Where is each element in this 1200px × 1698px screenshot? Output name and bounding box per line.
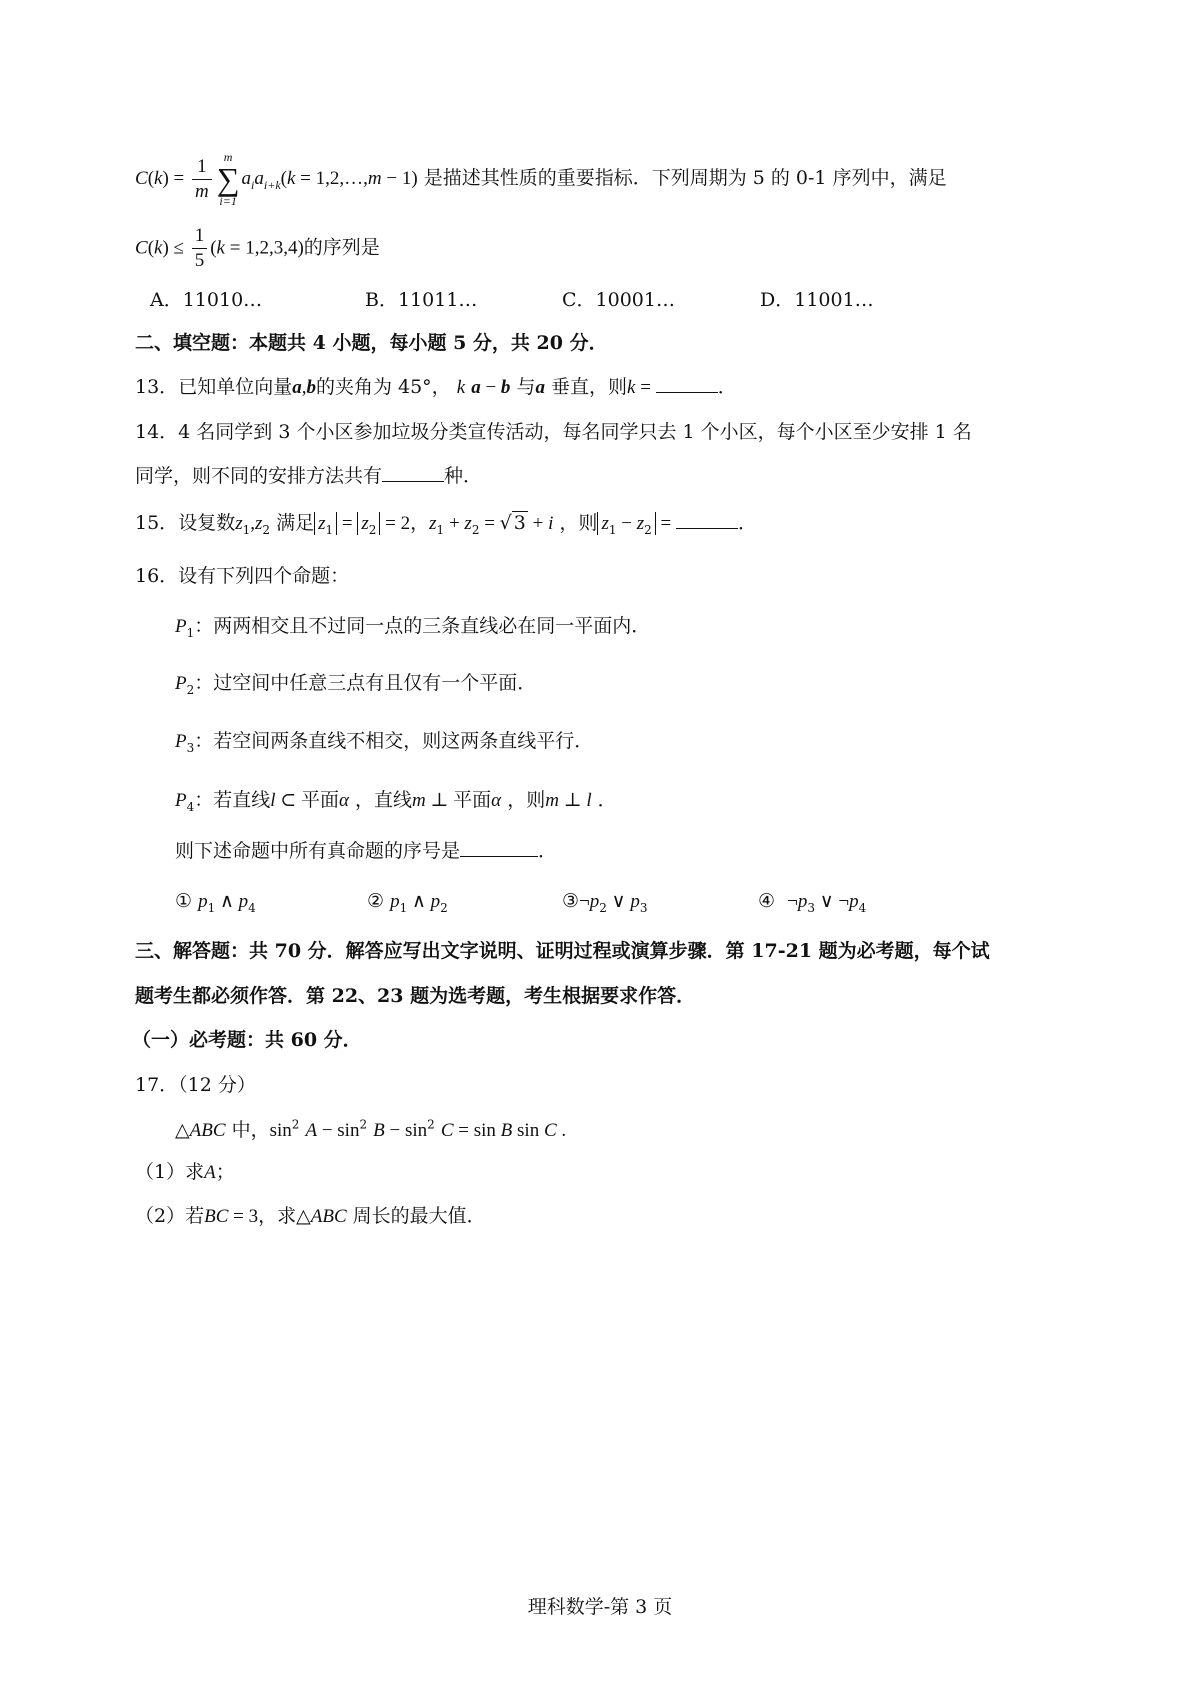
page-footer: 理科数学-第 3 页 [527,1596,673,1618]
q12-text-after: 是描述其性质的重要指标．下列周期为 5 的 0-1 序列中，满足 [423,167,947,189]
q16-intro: 16．设有下列四个命题： [135,565,350,587]
q17-stem: △ABC 中，$\sin^2 A - \sin^2 B - \sin^2 C = \sin B$ sin C . [175,1117,567,1141]
q12-option-b: B．11011… [365,289,478,311]
q12-condition-line: C(k) ≤ $\frac{1}{5}$ (k = 1,2,3,4)的序列是 [135,225,380,271]
section3-heading-line2: 题考生都必须作答．第 22、23 题为选考题，考生根据要求作答． [135,985,696,1007]
q16-answer-blank[interactable] [460,838,538,857]
q17-number: 17．（12 分） [135,1074,256,1096]
section3-heading-line1: 三、解答题：共 70 分．解答应写出文字说明、证明过程或演算步骤．第 17-21 题为必考题，每个试 [135,940,990,962]
q16-choice-1: ① $p_1$ ∧ $p_4$ [175,890,256,915]
q16-p1: $P_1$：两两相交且不过同一点的三条直线必在同一平面内． [175,615,651,640]
q12-option-c: C．10001… [562,289,675,311]
q16-choice-3: $③\neg p_2$ ∨ $p_3$ [562,890,648,915]
q16-ask: 则下述命题中所有真命题的序号是 ． [175,840,558,862]
section3-sub-heading: （一）必考题：共 60 分． [132,1029,362,1051]
q16-p2: $P_2$：过空间中任意三点有且仅有一个平面． [175,672,537,697]
section2-heading: 二、填空题：本题共 4 小题，每小题 5 分，共 20 分． [135,332,608,354]
q12-condition-fraction: $\frac{1}{5}$ [192,224,208,273]
q12-formula: C [135,168,148,189]
vectors-a-b: a [292,377,302,398]
q13-number: 13． [135,376,179,398]
q12-option-a: A．11010… [150,289,263,311]
q14-line1: 14．4 名同学到 3 个小区参加垃圾分类宣传活动，每名同学只去 1 个小区，每个小区至少安排 1 名 [135,421,972,443]
q12-option-d: D．11001… [760,289,874,311]
q14-answer-blank[interactable] [382,463,444,482]
q13-line: 13．已知单位向量a,b的夹角为 45°， k a − b 与a 垂直，则k = ． [135,376,737,398]
q17-part1: （1）求A； [135,1161,235,1183]
q12-fraction: $\frac{1}{m}$ [192,155,212,204]
q14-line2: 同学，则不同的安排方法共有 种． [135,465,483,487]
sqrt-symbol: √ 3 [499,512,526,534]
q12-condition-text: 的序列是 [303,236,380,259]
q16-choice-4: ④ $\neg p_3$ ∨ $\neg p_4$ [758,890,867,915]
q17-part2: （2）若BC = 3，求△ABC 周长的最大值． [135,1205,486,1227]
q13-answer-blank[interactable] [656,374,718,393]
q16-p3: $P_3$：若空间两条直线不相交，则这两条直线平行． [175,730,594,755]
q16-choice-2: ② $p_1$ ∧ $p_2$ [367,890,448,915]
q15-answer-blank[interactable] [676,510,738,529]
q12-formula-line: C(k) = $\frac{1}{m}$ m ∑ i=1 $a_ia_{i+k}(k$ = 1,2,…,m − 1) 是描述其性质的重要指标．下列周期为 5 的 0-1 序列中，满足 [135,150,947,208]
q16-p4: $P_4$：若直线l ⊂ 平面α ，直线m ⊥ 平面α ，则m ⊥ l ． [175,789,617,814]
sum-symbol: m ∑ i=1 [216,150,240,208]
q15-line: 15．设复数$z_1,z_2$ 满足 $z_1 = z_2 = 2$，$z_1 + z_2$ = √ 3 + i ，则 $z_1 - z_2$ = ． [135,512,757,537]
